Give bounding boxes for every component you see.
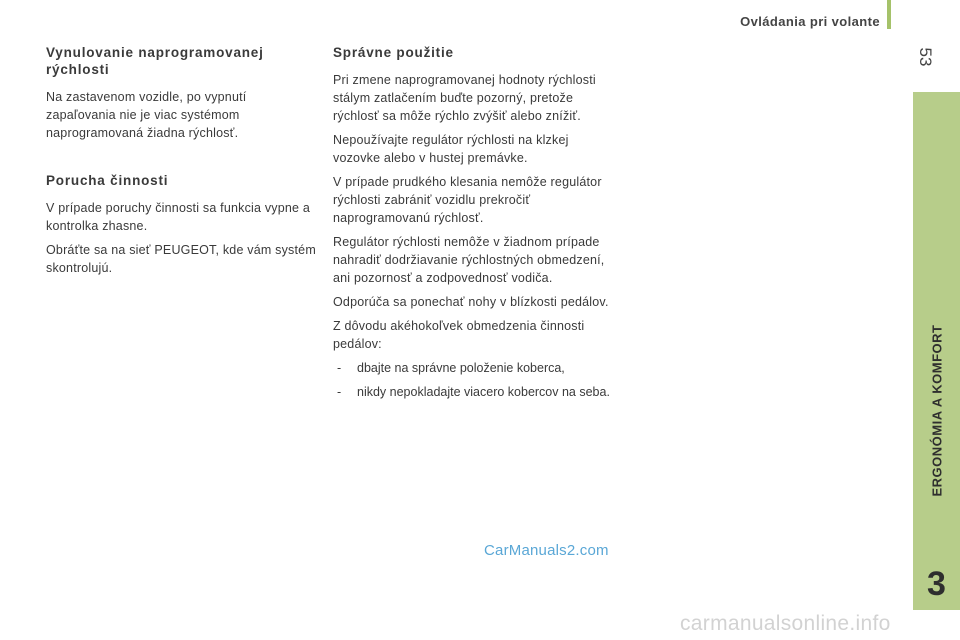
paragraph-correct-use-4: Regulátor rýchlosti nemôže v žiadnom prípade nahradiť dodržiavanie rýchlostných obmedzení, ani pozornosť a zodpovednosť vodiča. bbox=[333, 235, 605, 285]
list-item-text: dbajte na správne položenie koberca, bbox=[357, 361, 565, 375]
list-item bbox=[333, 383, 613, 401]
list-item bbox=[333, 359, 613, 377]
watermark-carmanuals2-link[interactable]: CarManuals2.com bbox=[484, 542, 609, 559]
header-accent-bar bbox=[887, 0, 891, 29]
paragraph-correct-use-2: Nepoužívajte regulátor rýchlosti na klzkej vozovke alebo v hustej premávke. bbox=[333, 133, 569, 165]
paragraph-reset-speed: Na zastavenom vozidle, po vypnutí zapaľovania nie je viac systémom naprogramovaná žiadna rýchlosť. bbox=[46, 90, 247, 140]
list-item-text: nikdy nepokladajte viacero kobercov na seba. bbox=[357, 385, 610, 399]
right-column bbox=[333, 44, 613, 407]
paragraph-malfunction-2: Obráťte sa na sieť PEUGEOT, kde vám systém skontrolujú. bbox=[46, 243, 316, 275]
paragraph-correct-use-6: Z dôvodu akéhokoľvek obmedzenia činnosti pedálov: bbox=[333, 319, 585, 351]
paragraph-correct-use-1: Pri zmene naprogramovanej hodnoty rýchlosti stálym zatlačením buďte pozorný, pretože rýchlosť sa môže rýchlo zvýšiť alebo znížiť. bbox=[333, 73, 596, 123]
chapter-label-container bbox=[913, 92, 960, 559]
list-bullet: - bbox=[337, 361, 342, 375]
page-number: 53 bbox=[916, 47, 935, 67]
section-heading-malfunction: Porucha činnosti bbox=[46, 173, 169, 188]
list-bullet: - bbox=[337, 385, 342, 399]
section-heading-correct-use: Správne použitie bbox=[333, 45, 454, 60]
chapter-number: 3 bbox=[913, 559, 960, 610]
chapter-label: ERGONÓMIA A KOMFORT bbox=[929, 324, 944, 497]
header-section-title: Ovládania pri volante bbox=[740, 14, 880, 29]
paragraph-correct-use-3: V prípade prudkého klesania nemôže regulátor rýchlosti zabrániť vozidlu prekročiť naprogramovanú rýchlosť. bbox=[333, 175, 602, 225]
pedal-advice-list bbox=[333, 359, 613, 401]
paragraph-correct-use-5: Odporúča sa ponechať nohy v blízkosti pedálov. bbox=[333, 295, 609, 309]
section-heading-reset-speed: Vynulovanie naprogramovanej rýchlosti bbox=[46, 45, 264, 77]
left-column bbox=[46, 44, 318, 277]
paragraph-malfunction-1: V prípade poruchy činnosti sa funkcia vypne a kontrolka zhasne. bbox=[46, 201, 311, 233]
watermark-carmanualsonline: carmanualsonline.info bbox=[680, 612, 891, 635]
